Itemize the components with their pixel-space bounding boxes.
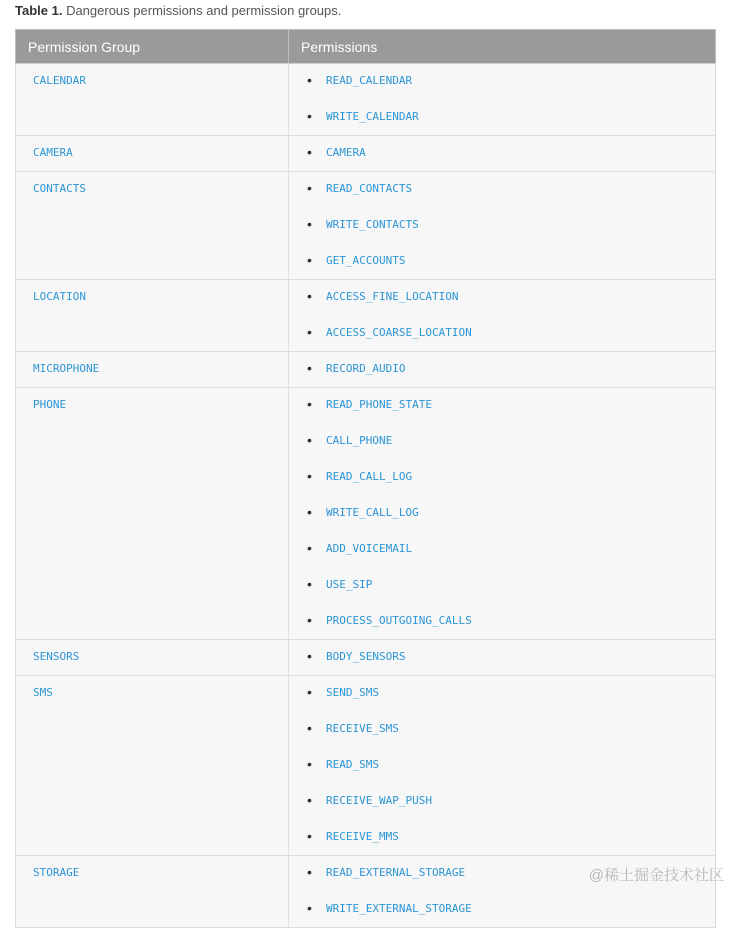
permissions-cell [289,352,716,388]
list-item [289,433,715,469]
permissions-cell [289,172,716,280]
list-item [289,505,715,541]
bullet-icon: • [307,108,312,124]
permission-name[interactable]: CALL_PHONE [326,434,393,447]
permission-name[interactable]: USE_SIP [326,578,373,591]
table-caption [15,3,341,19]
header-permission-group: Permission Group [16,30,289,64]
permission-group-name[interactable]: STORAGE [33,866,80,879]
bullet-icon: • [307,864,312,880]
permissions-list [289,172,715,279]
permission-name[interactable]: BODY_SENSORS [326,650,406,663]
permission-name[interactable]: READ_CALL_LOG [326,470,413,483]
group-cell [16,172,289,280]
permission-group-name[interactable]: PHONE [33,398,67,411]
permission-name[interactable]: READ_PHONE_STATE [326,398,432,411]
permission-name[interactable]: READ_CALENDAR [326,74,413,87]
permission-name[interactable]: READ_CONTACTS [326,182,413,195]
permissions-list [289,64,715,135]
bullet-icon: • [307,468,312,484]
list-item [289,361,715,383]
permission-group-name[interactable]: SMS [33,686,53,699]
permission-name[interactable]: ACCESS_FINE_LOCATION [326,290,459,303]
bullet-icon: • [307,684,312,700]
group-cell [16,388,289,640]
permission-name[interactable]: WRITE_EXTERNAL_STORAGE [326,902,472,915]
permissions-list [289,352,715,387]
permission-group-name[interactable]: CAMERA [33,146,73,159]
table-header-row [16,30,716,64]
permissions-list [289,640,715,675]
list-item [289,793,715,829]
bullet-icon: • [307,792,312,808]
permission-name[interactable]: WRITE_CALENDAR [326,110,419,123]
bullet-icon: • [307,432,312,448]
list-item [289,289,715,325]
permission-name[interactable]: GET_ACCOUNTS [326,254,406,267]
permission-name[interactable]: WRITE_CALL_LOG [326,506,419,519]
group-cell [16,676,289,856]
permission-name[interactable]: RECEIVE_SMS [326,722,399,735]
permission-name[interactable]: RECEIVE_WAP_PUSH [326,794,432,807]
bullet-icon: • [307,756,312,772]
bullet-icon: • [307,612,312,628]
table-body [16,64,716,928]
permission-name[interactable]: PROCESS_OUTGOING_CALLS [326,614,472,627]
table-row [16,136,716,172]
table-row [16,640,716,676]
permission-name[interactable]: RECEIVE_MMS [326,830,399,843]
permissions-table [15,29,716,928]
list-item [289,109,715,131]
watermark: @稀土掘金技术社区 [588,867,724,884]
list-item [289,469,715,505]
bullet-icon: • [307,252,312,268]
group-cell [16,856,289,928]
table-row [16,676,716,856]
group-cell [16,64,289,136]
bullet-icon: • [307,540,312,556]
bullet-icon: • [307,360,312,376]
permissions-cell [289,640,716,676]
permission-name[interactable]: ADD_VOICEMAIL [326,542,413,555]
permissions-list [289,388,715,639]
list-item [289,145,715,167]
permission-group-name[interactable]: CONTACTS [33,182,86,195]
group-cell [16,352,289,388]
permissions-cell [289,676,716,856]
bullet-icon: • [307,828,312,844]
group-cell [16,280,289,352]
permission-name[interactable]: ACCESS_COARSE_LOCATION [326,326,472,339]
table-row [16,280,716,352]
permission-name[interactable]: SEND_SMS [326,686,379,699]
bullet-icon: • [307,720,312,736]
caption-label: Table 1. [15,3,63,18]
permissions-list [289,280,715,351]
bullet-icon: • [307,324,312,340]
permissions-cell [289,64,716,136]
permission-name[interactable]: READ_SMS [326,758,379,771]
bullet-icon: • [307,180,312,196]
permissions-cell [289,136,716,172]
list-item [289,685,715,721]
group-cell [16,136,289,172]
permission-name[interactable]: READ_EXTERNAL_STORAGE [326,866,466,879]
list-item [289,757,715,793]
list-item [289,181,715,217]
bullet-icon: • [307,72,312,88]
list-item [289,577,715,613]
list-item [289,901,715,923]
table-row [16,352,716,388]
permission-group-name[interactable]: LOCATION [33,290,86,303]
list-item [289,613,715,635]
bullet-icon: • [307,216,312,232]
list-item [289,397,715,433]
list-item [289,829,715,851]
list-item [289,217,715,253]
list-item [289,541,715,577]
bullet-icon: • [307,288,312,304]
bullet-icon: • [307,396,312,412]
list-item [289,325,715,347]
group-cell [16,640,289,676]
permission-group-name[interactable]: SENSORS [33,650,80,663]
permissions-list [289,676,715,855]
table-row [16,172,716,280]
list-item [289,721,715,757]
permissions-list [289,136,715,171]
permission-name[interactable]: WRITE_CONTACTS [326,218,419,231]
permission-name[interactable]: RECORD_AUDIO [326,362,406,375]
header-permissions: Permissions [289,30,716,64]
permission-name[interactable]: CAMERA [326,146,366,159]
bullet-icon: • [307,504,312,520]
caption-text: Dangerous permissions and permission groups. [62,3,342,18]
permission-group-name[interactable]: MICROPHONE [33,362,100,375]
list-item [289,253,715,275]
table-row [16,64,716,136]
permission-group-name[interactable]: CALENDAR [33,74,86,87]
list-item [289,649,715,671]
permissions-cell [289,388,716,640]
list-item [289,73,715,109]
bullet-icon: • [307,648,312,664]
permissions-cell [289,280,716,352]
bullet-icon: • [307,900,312,916]
bullet-icon: • [307,144,312,160]
table-row [16,388,716,640]
bullet-icon: • [307,576,312,592]
